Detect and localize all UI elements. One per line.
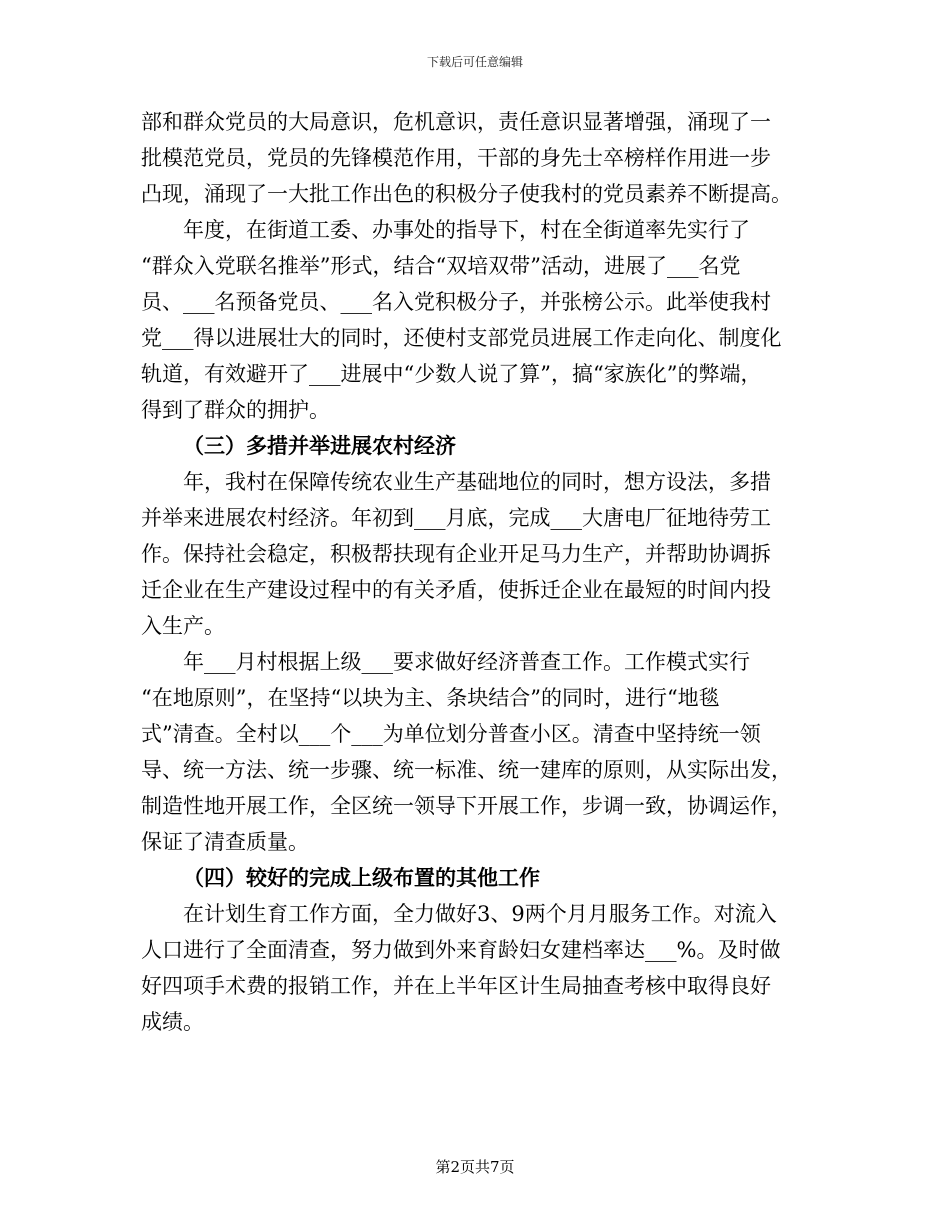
text-line: 制造性地开展工作，全区统一领导下开展工作，步调一致，协调运作， — [141, 794, 792, 818]
text-line: “在地原则”，在坚持“以块为主、条块结合”的同时，进行“地毯 — [141, 686, 720, 710]
text-line: 导、统一方法、统一步骤、统一标准、统一建库的原则，从实际出发， — [141, 758, 792, 782]
text-line: 作。保持社会稳定，积极帮扶现有企业开足马力生产，并帮助协调拆 — [141, 542, 771, 566]
section-heading: （四）较好的完成上级布置的其他工作 — [183, 865, 540, 890]
page-header: 下载后可任意编辑 — [426, 55, 523, 69]
text-line: 党___得以进展壮大的同时，还使村支部党员进展工作走向化、制度化 — [141, 326, 782, 350]
text-line: 并举来进展农村经济。年初到___月底，完成___大唐电厂征地待劳工 — [141, 506, 771, 530]
text-line: 年___月村根据上级___要求做好经济普查工作。工作模式实行 — [183, 650, 750, 674]
section-heading: （三）多措并举进展农村经济 — [183, 433, 456, 458]
text-line: 批模范党员，党员的先锋模范作用，干部的身先士卒榜样作用进一步 — [141, 146, 771, 170]
document-body — [141, 104, 821, 1040]
text-line: 成绩。 — [141, 1010, 204, 1034]
text-line: 员、___名预备党员、___名入党积极分子，并张榜公示。此举使我村 — [141, 290, 771, 314]
text-line: 式”清查。全村以___个___为单位划分普查小区。清查中坚持统一领 — [141, 722, 761, 746]
text-line: 轨道，有效避开了___进展中“少数人说了算”，搞“家族化”的弊端， — [141, 362, 762, 386]
text-line: 得到了群众的拥护。 — [141, 398, 330, 422]
text-line: 部和群众党员的大局意识，危机意识，责任意识显著增强，涌现了一 — [141, 110, 771, 134]
page-footer: 第2页共7页 — [435, 1158, 515, 1176]
text-line: 好四项手术费的报销工作，并在上半年区计生局抽查考核中取得良好 — [141, 974, 771, 998]
text-line: 保证了清查质量。 — [141, 830, 309, 854]
text-line: 入生产。 — [141, 614, 225, 638]
text-line: 在计划生育工作方面，全力做好3、9两个月月服务工作。对流入 — [183, 902, 777, 926]
text-line: 年，我村在保障传统农业生产基础地位的同时，想方设法，多措 — [183, 470, 771, 494]
text-line: 人口进行了全面清查，努力做到外来育龄妇女建档率达___%。及时做 — [141, 938, 781, 962]
text-line: “群众入党联名推举”形式，结合“双培双带”活动，进展了___名党 — [141, 254, 741, 278]
text-line: 凸现，涌现了一大批工作出色的积极分子使我村的党员素养不断提高。 — [141, 182, 792, 206]
text-line: 迁企业在生产建设过程中的有关矛盾，使拆迁企业在最短的时间内投 — [141, 578, 771, 602]
text-line: 年度，在街道工委、办事处的指导下，村在全街道率先实行了 — [183, 218, 750, 242]
